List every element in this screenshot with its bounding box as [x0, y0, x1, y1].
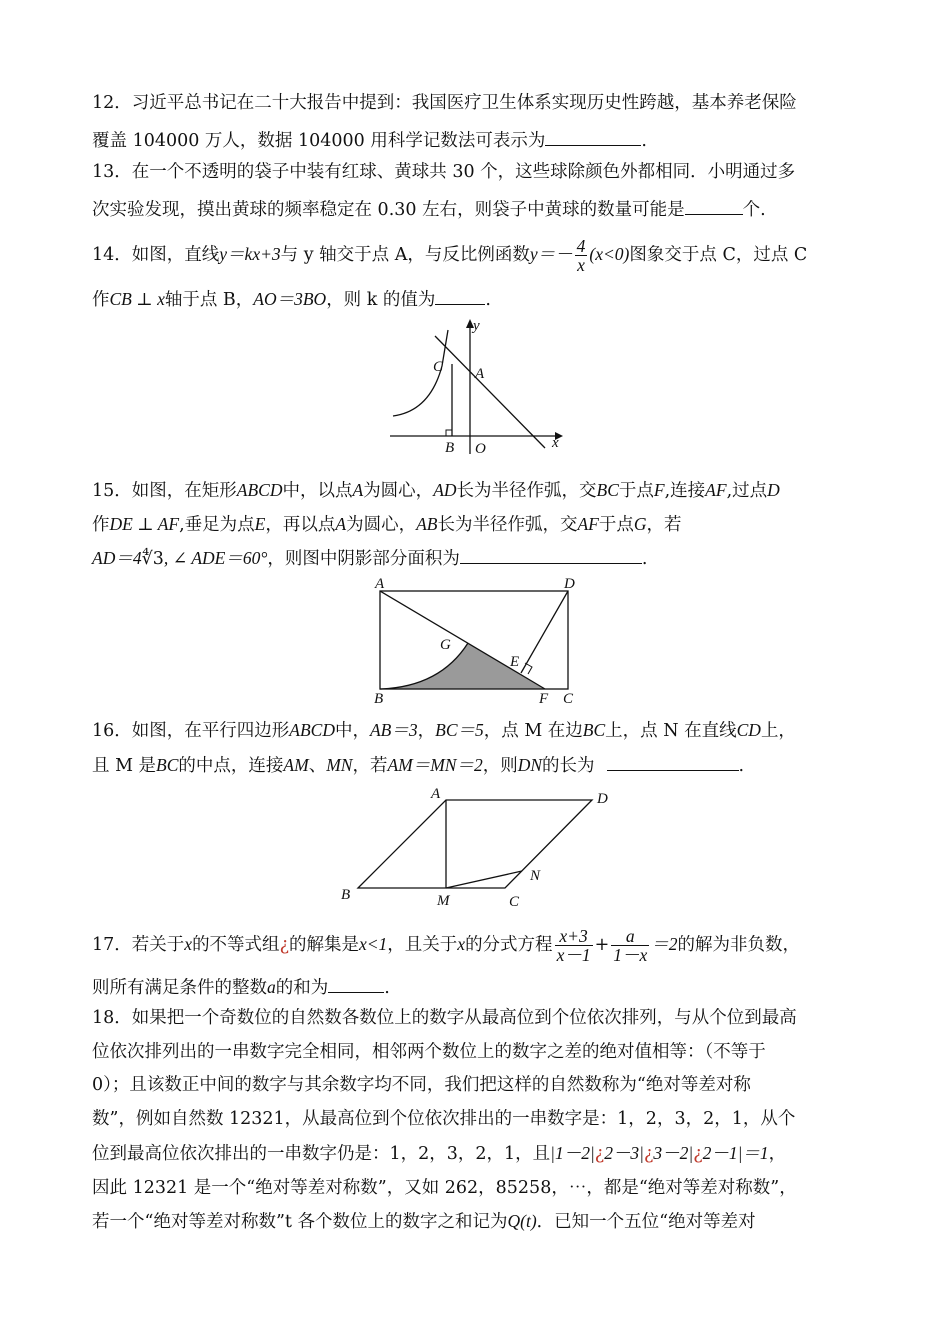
q14-numerator: 4 [576, 236, 586, 256]
q14-a: 14．如图，直线 [92, 245, 220, 265]
q18-qt: Q(t) [507, 1211, 537, 1231]
q15-l2l: G [633, 514, 647, 534]
q17-d: ，且关于 [387, 935, 458, 955]
q16-l1i: 上，点 N 在直线 [605, 721, 737, 741]
q15-l3a: AD＝4 [92, 548, 142, 568]
q15-l3c: , ∠ ADE＝60° [163, 548, 268, 568]
label-G: G [440, 637, 451, 653]
q14-answer-blank [435, 286, 485, 305]
q16-line2 [92, 752, 744, 778]
q18-line4: 数”，例如自然数 12321，从最高位到个位依次排出的一串数字是：1，2，3，2，1，从个 [92, 1109, 796, 1129]
right-angle-mark [446, 430, 452, 436]
q15-l1i: 于点 [618, 481, 654, 501]
q17-end: . [384, 978, 390, 998]
q17-plus: + [594, 935, 610, 955]
q15-l1k: ,连接 [664, 481, 706, 501]
q12-answer-blank [545, 127, 641, 146]
q17-f: 的解为非负数， [677, 935, 801, 955]
q15-figure [365, 575, 585, 707]
q14-b: 与 y 轴交于点 A，与反比例函数 [280, 245, 530, 265]
label-C: C [509, 894, 520, 910]
q14-eq2: y＝－ [529, 244, 573, 264]
q16-l2d: AM [283, 755, 309, 775]
q15-l1d: A [352, 480, 364, 500]
q14-e2: AO＝3BO [253, 289, 327, 309]
q17-c: 的解集是 [288, 935, 359, 955]
q17-answer-blank [328, 974, 384, 993]
label-E: E [510, 654, 520, 670]
label-x: x [552, 435, 559, 451]
q15-l3d: ，则图中阴影部分面积为 [267, 549, 460, 569]
q18-g1: ¿ [594, 1144, 605, 1164]
label-B: B [374, 691, 384, 707]
q16-l1h: BC [582, 720, 606, 740]
q15-l2e: ，再以点 [265, 515, 336, 535]
label-F: F [539, 691, 549, 707]
q14-line2 [92, 286, 491, 312]
label-y: y [473, 318, 480, 334]
q15-l2k: 于点 [598, 515, 634, 535]
q14-e: 轴于点 B， [164, 290, 254, 310]
q17-eq: ＝2 [651, 934, 678, 954]
q16-l1a: 16．如图，在平行四边形 [92, 721, 290, 741]
q18-line7 [92, 1209, 756, 1234]
q14-eq1: y＝kx+3 [219, 244, 281, 264]
label-C: C [433, 359, 444, 375]
q18-line5 [92, 1141, 786, 1166]
q15-l2j: AF [577, 514, 599, 534]
q16-l2i: ，则 [482, 756, 518, 776]
label-A: A [431, 786, 441, 802]
q15-l1j: F [653, 480, 665, 500]
q15-l2c: ,垂足为点 [179, 515, 255, 535]
q16-l1j: CD [736, 720, 761, 740]
q15-answer-blank [460, 545, 642, 564]
q16-l2a: 且 M 是 [92, 756, 157, 776]
q14-denominator: x [577, 255, 585, 275]
q18-line6: 因此 12321 是一个“绝对等差对称数”，又如 262，85258，⋯，都是“绝对等差对称数”， [92, 1178, 797, 1198]
q17-n2: a [611, 927, 649, 946]
q16-answer-blank [607, 752, 739, 771]
q15-l1l: AF [705, 480, 727, 500]
q18-line7b: ．已知一个五位“绝对等差对 [536, 1212, 756, 1232]
q17-l2c: 的和为 [275, 978, 329, 998]
q17-d2: 1－x [613, 945, 648, 965]
q16-l1b: ABCD [289, 720, 335, 740]
q13-line1: 13．在一个不透明的袋子中装有红球、黄球共 30 个，这些球除颜色外都相同．小明通过多 [92, 162, 796, 182]
segment-DE [521, 591, 568, 673]
q15-l1a: 15．如图，在矩形 [92, 481, 237, 501]
q15-line1 [92, 478, 780, 503]
q16-l1k: 上， [760, 721, 796, 741]
q15-l3b: ∜3 [141, 549, 164, 569]
q16-l2f: MN [326, 755, 353, 775]
q16-l2k: 的长为 [542, 756, 595, 776]
q18-e3: 3－2| [653, 1143, 694, 1163]
q13-line2 [92, 196, 766, 222]
q13-text: 次实验发现，摸出黄球的频率稳定在 0.30 左右，则袋子中黄球的数量可能是 [92, 200, 685, 220]
q14-d: 作 [92, 290, 110, 310]
q15-l1e: 为圆心， [363, 481, 434, 501]
label-A: A [475, 366, 485, 382]
q18-e4: 2－1|＝1 [702, 1143, 769, 1163]
q17-line2 [92, 974, 390, 1000]
label-N: N [530, 868, 541, 884]
q18-line7a: 若一个“绝对等差对称数”t 各个数位上的数字之和记为 [92, 1212, 508, 1232]
q17-x1: x [184, 934, 193, 954]
label-D: D [597, 791, 608, 807]
q14-cond: (x<0) [589, 244, 630, 264]
q16-l2e: 、 [308, 756, 327, 776]
q15-l1n: D [767, 480, 780, 500]
q16-l1e: ， [417, 721, 436, 741]
q17-frac2 [611, 927, 649, 964]
q17-frac1 [555, 927, 593, 964]
q14-e1: CB ⊥ x [109, 289, 165, 309]
q15-l1b: ABCD [236, 480, 283, 500]
q15-l2b: DE ⊥ AF [109, 514, 180, 534]
q17-l2b: a [267, 977, 276, 997]
q15-l2a: 作 [92, 515, 110, 535]
q15-line2 [92, 512, 682, 537]
label-A: A [375, 576, 385, 592]
q15-l1h: BC [596, 480, 619, 500]
q15-l1c: 中，以点 [282, 481, 353, 501]
q14-line1 [92, 236, 807, 274]
q13-end: 个. [742, 200, 766, 220]
q16-l1f: BC＝5 [435, 720, 484, 740]
q18-e1: |1－2| [550, 1143, 595, 1163]
q17-b: 的不等式组 [192, 935, 280, 955]
q16-l1d: AB＝3 [369, 720, 418, 740]
q18-g3: ¿ [693, 1144, 703, 1164]
q17-a: 17．若关于 [92, 935, 185, 955]
q14-end: . [485, 290, 491, 310]
q17-x2: x [457, 934, 466, 954]
q16-figure [335, 782, 625, 912]
q17-ineq: x<1 [358, 934, 388, 954]
q15-l1g: 长为半径作弧，交 [456, 481, 597, 501]
q17-d1: x－1 [556, 945, 591, 965]
q15-end: . [641, 549, 648, 569]
q18-line1: 18．如果把一个奇数位的自然数各数位上的数字从最高位到个位依次排列，与从个位到最高 [92, 1008, 797, 1028]
q17-e: 的分式方程 [465, 935, 553, 955]
q15-line3 [92, 545, 647, 571]
label-M: M [437, 893, 450, 909]
q18-line5a: 位到最高位依次排出的一串数字仍是：1，2，3，2，1，且 [92, 1144, 551, 1164]
q15-l2f: A [335, 514, 347, 534]
q18-line3: 0）；且该数正中间的数字与其余数字均不同，我们把这样的自然数称为“绝对等差对称 [92, 1075, 751, 1095]
q17-l2a: 则所有满足条件的整数 [92, 978, 267, 998]
q15-l2m: ，若 [646, 515, 682, 535]
q17-n1: x+3 [555, 927, 593, 946]
q12-line1: 12．习近平总书记在二十大报告中提到：我国医疗卫生体系实现历史性跨越，基本养老保险 [92, 93, 797, 113]
q15-l2i: 长为半径作弧，交 [437, 515, 578, 535]
q18-line2: 位依次排列出的一串数字完全相同，相邻两个数位上的数字之差的绝对值相等：（不等于 [92, 1042, 766, 1062]
q16-l2j: DN [517, 755, 543, 775]
q18-line5b: ， [768, 1144, 787, 1164]
q14-figure [385, 316, 570, 458]
q17-glyph: ¿ [279, 935, 289, 955]
label-C: C [563, 691, 574, 707]
q16-line1 [92, 718, 796, 743]
q16-l1g: ，点 M 在边 [483, 721, 583, 741]
q16-l2h: AM＝MN＝2 [387, 755, 483, 775]
label-B: B [445, 440, 455, 456]
q16-end: . [738, 756, 745, 776]
q12-line2 [92, 127, 647, 153]
q14-fraction [575, 237, 588, 274]
q18-g2: ¿ [644, 1144, 654, 1164]
parallelogram-ABCD [358, 800, 592, 888]
q15-l2h: AB [416, 514, 438, 534]
label-B: B [341, 887, 351, 903]
label-O: O [475, 441, 486, 457]
q16-l1c: 中， [334, 721, 370, 741]
q16-l2b: BC [156, 755, 179, 775]
q13-answer-blank [685, 196, 743, 215]
q12-end: . [641, 131, 647, 151]
q12-text: 覆盖 104000 万人，数据 104000 用科学记数法可表示为 [92, 131, 546, 151]
q18-e2: 2－3| [604, 1143, 644, 1163]
q15-l2g: 为圆心， [346, 515, 417, 535]
q15-l1f: AD [433, 480, 457, 500]
q15-l1m: ,过点 [726, 481, 768, 501]
q14-c: 图象交于点 C，过点 C [629, 245, 808, 265]
segment-MN [446, 871, 522, 888]
q16-l2c: 的中点，连接 [178, 756, 284, 776]
label-D: D [564, 576, 575, 592]
q16-l2g: ，若 [352, 756, 388, 776]
q17-line1 [92, 924, 800, 965]
q15-l2d: E [254, 514, 266, 534]
q14-f: ，则 k 的值为 [326, 290, 436, 310]
